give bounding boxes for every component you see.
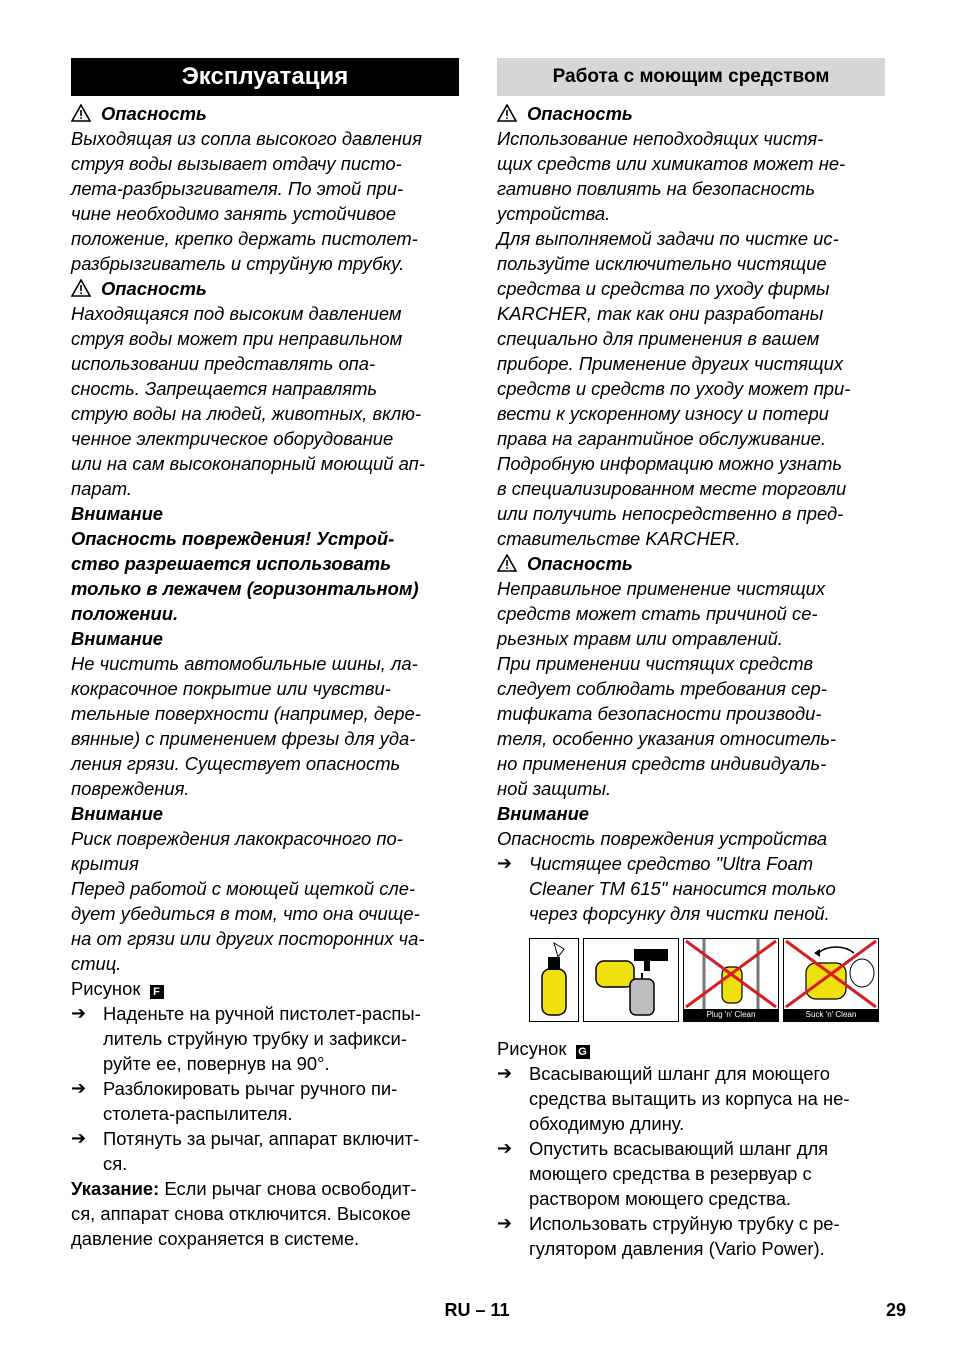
instruction-item bbox=[497, 1211, 885, 1236]
instruction-text: моющего средства в резервуар с bbox=[529, 1163, 812, 1184]
attention-text bbox=[71, 826, 459, 976]
text-line: права на гарантийное обслуживание. bbox=[497, 428, 827, 449]
arrow-right-icon: ➔ bbox=[71, 1128, 87, 1148]
instruction-item bbox=[71, 1076, 459, 1101]
text-line: Опасность повреждения! Устрой- bbox=[71, 528, 395, 549]
instruction-list bbox=[497, 1061, 885, 1261]
instruction-text: Опустить всасывающий шланг для bbox=[529, 1138, 829, 1159]
text-line: или получить непосредственно в пред- bbox=[497, 503, 844, 524]
danger-text bbox=[71, 126, 459, 276]
text-line: ставительстве KARCHER. bbox=[497, 528, 741, 549]
danger-heading: Опасность bbox=[497, 101, 885, 126]
note-text bbox=[71, 1201, 459, 1251]
attention-text bbox=[71, 526, 459, 626]
text-line: ся, аппарат снова отключится. Высокое bbox=[71, 1203, 411, 1224]
danger-text bbox=[497, 576, 885, 801]
attention-heading: Внимание bbox=[71, 628, 164, 649]
text-line: положении. bbox=[71, 603, 179, 624]
instruction-text: Разблокировать рычаг ручного пи- bbox=[103, 1078, 398, 1099]
instruction-item bbox=[71, 1001, 459, 1026]
text-line: средств может стать причиной се- bbox=[497, 603, 818, 624]
text-line: чине необходимо занять устойчивое bbox=[71, 203, 397, 224]
text-line: Риск повреждения лакокрасочного по- bbox=[71, 828, 403, 849]
text-line: Перед работой с моющей щеткой сле- bbox=[71, 878, 416, 899]
instruction-text: обходимую длину. bbox=[529, 1113, 685, 1134]
instruction-text: Наденьте на ручной пистолет-распы- bbox=[103, 1003, 421, 1024]
suck-n-clean-label: Suck 'n' Clean bbox=[784, 1009, 878, 1021]
arrow-right-icon: ➔ bbox=[71, 1003, 87, 1023]
instruction-text: Всасывающий шланг для моющего bbox=[529, 1063, 831, 1084]
page-number: 29 bbox=[885, 1300, 906, 1320]
pictogram-bottle bbox=[529, 938, 579, 1022]
text-line: вести к ускоренному износу и потери bbox=[497, 403, 829, 424]
attention-heading: Внимание bbox=[71, 803, 164, 824]
text-line: использовании представлять опа- bbox=[71, 353, 376, 374]
section-title-detergent: Работа с моющим средством bbox=[497, 58, 885, 96]
text-line: рьезных травм или отравлений. bbox=[497, 628, 783, 649]
instruction-item bbox=[497, 1061, 885, 1086]
instruction-text: средства вытащить из корпуса на не- bbox=[529, 1088, 850, 1109]
pictogram-plug-n-clean bbox=[683, 938, 779, 1022]
text-line: струю воды на людей, животных, вклю- bbox=[71, 403, 422, 424]
text-line: Не чистить автомобильные шины, ла- bbox=[71, 653, 418, 674]
warning-triangle-icon bbox=[497, 554, 517, 572]
text-line: давление сохраняется в системе. bbox=[71, 1228, 360, 1249]
instruction-text: гулятором давления (Vario Power). bbox=[529, 1238, 825, 1259]
text-line: ство разрешается использовать bbox=[71, 553, 391, 574]
text-line: ной защиты. bbox=[497, 778, 612, 799]
danger-text bbox=[497, 126, 885, 551]
instruction-item-cont bbox=[71, 1101, 459, 1126]
instruction-item-cont bbox=[497, 1161, 885, 1186]
text-line: лета-разбрызгивателя. По этой при- bbox=[71, 178, 404, 199]
detergent-bottle-icon bbox=[530, 939, 578, 1021]
danger-heading: Опасность bbox=[497, 551, 885, 576]
text-line: сность. Запрещается направлять bbox=[71, 378, 378, 399]
text-line: устройства. bbox=[497, 203, 611, 224]
text-line: KARCHER, так как они разработаны bbox=[497, 303, 824, 324]
text-line: струя воды может при неправильном bbox=[71, 328, 403, 349]
pictogram-nozzle bbox=[583, 938, 679, 1022]
attention-text bbox=[71, 651, 459, 801]
text-line: вянные) с применением фрезы для уда- bbox=[71, 728, 416, 749]
figure-tag: F bbox=[150, 985, 164, 999]
text-line: в специализированном месте торговли bbox=[497, 478, 847, 499]
warning-triangle-icon bbox=[71, 104, 91, 122]
text-line: крытия bbox=[71, 853, 139, 874]
text-line: щих средств или химикатов может не- bbox=[497, 153, 846, 174]
text-line: тельные поверхности (например, дере- bbox=[71, 703, 421, 724]
instruction-list bbox=[71, 1001, 459, 1176]
instruction-item-cont bbox=[497, 1111, 885, 1136]
text-line: следует соблюдать требования сер- bbox=[497, 678, 827, 699]
arrow-right-icon: ➔ bbox=[497, 1138, 513, 1158]
instruction-text: раствором моющего средства. bbox=[529, 1188, 792, 1209]
text-line: кокрасочное покрытие или чувстви- bbox=[71, 678, 391, 699]
text-line: или на сам высоконапорный моющий ап- bbox=[71, 453, 425, 474]
instruction-item bbox=[497, 1136, 885, 1161]
attention-bullet-cont: через форсунку для чистки пеной. bbox=[529, 903, 830, 924]
text-line: пользуйте исключительно чистящие bbox=[497, 253, 827, 274]
section-title-operation: Эксплуатация bbox=[71, 58, 459, 96]
text-line: струя воды вызывает отдачу писто- bbox=[71, 153, 402, 174]
figure-tag: G bbox=[576, 1045, 590, 1059]
pictogram-suck-n-clean bbox=[783, 938, 879, 1022]
attention-bullet: ➔ Чистящее средство "Ultra Foam bbox=[497, 853, 814, 874]
text-line: дует убедиться в том, что она очище- bbox=[71, 903, 420, 924]
instruction-text: литель струйную трубку и зафикси- bbox=[103, 1028, 407, 1049]
text-line: ченное электрическое оборудование bbox=[71, 428, 394, 449]
instruction-item-cont bbox=[71, 1026, 459, 1051]
note: Указание: Если рычаг снова освободит- bbox=[71, 1178, 417, 1199]
warning-triangle-icon bbox=[497, 104, 517, 122]
text-line: ления грязи. Существует опасность bbox=[71, 753, 401, 774]
text-line: специально для применения в вашем bbox=[497, 328, 820, 349]
text-line: положение, крепко держать пистолет- bbox=[71, 228, 418, 249]
instruction-text: Потянуть за рычаг, аппарат включит- bbox=[103, 1128, 420, 1149]
attention-heading: Внимание bbox=[497, 803, 590, 824]
left-column bbox=[71, 58, 459, 1251]
right-column bbox=[497, 58, 885, 1261]
instruction-item-cont bbox=[71, 1151, 459, 1176]
text-line: Использование неподходящих чистя- bbox=[497, 128, 824, 149]
text-line: но применения средств индивидуаль- bbox=[497, 753, 827, 774]
attention-bullet-cont: Cleaner TM 615" наносится только bbox=[529, 878, 836, 899]
arrow-right-icon: ➔ bbox=[497, 1213, 513, 1233]
figure-reference: Рисунок G bbox=[497, 1036, 885, 1061]
text-line: приборе. Применение других чистящих bbox=[497, 353, 844, 374]
text-line: Неправильное применение чистящих bbox=[497, 578, 826, 599]
plug-n-clean-label: Plug 'n' Clean bbox=[684, 1009, 778, 1021]
instruction-item-cont bbox=[497, 1236, 885, 1261]
text-line: парат. bbox=[71, 478, 133, 499]
figure-reference: Рисунок F bbox=[71, 976, 459, 1001]
warning-triangle-icon bbox=[71, 279, 91, 297]
text-line: средства и средства по уходу фирмы bbox=[497, 278, 830, 299]
arrow-right-icon: ➔ bbox=[71, 1078, 87, 1098]
instruction-text: Использовать струйную трубку с ре- bbox=[529, 1213, 840, 1234]
footer-section-label: RU – 11 bbox=[444, 1300, 510, 1320]
text-line: разбрызгиватель и струйную трубку. bbox=[71, 253, 405, 274]
arrow-right-icon: ➔ bbox=[497, 1063, 513, 1083]
instruction-item-cont bbox=[71, 1051, 459, 1076]
instruction-item-cont bbox=[497, 1086, 885, 1111]
attention-heading: Внимание bbox=[71, 503, 164, 524]
instruction-text: столета-распылителя. bbox=[103, 1103, 293, 1124]
text-line: Опасность повреждения устройства bbox=[497, 828, 828, 849]
text-line: гативно повлиять на безопасность bbox=[497, 178, 816, 199]
text-line: Подробную информацию можно узнать bbox=[497, 453, 843, 474]
instruction-item-cont bbox=[497, 1186, 885, 1211]
text-line: стиц. bbox=[71, 953, 122, 974]
arrow-right-icon: ➔ bbox=[497, 853, 513, 873]
text-line: теля, особенно указания относитель- bbox=[497, 728, 837, 749]
danger-heading: Опасность bbox=[71, 276, 459, 301]
text-line: на от грязи или других посторонних ча- bbox=[71, 928, 425, 949]
instruction-text: руйте ее, повернув на 90°. bbox=[103, 1053, 330, 1074]
foam-nozzle-icon bbox=[584, 939, 678, 1021]
danger-text bbox=[71, 301, 459, 501]
text-line: Находящаяся под высоким давлением bbox=[71, 303, 402, 324]
text-line: Выходящая из сопла высокого давления bbox=[71, 128, 422, 149]
text-line: средств и средств по уходу может при- bbox=[497, 378, 851, 399]
danger-heading: Опасность bbox=[71, 101, 459, 126]
text-line: Для выполняемой задачи по чистке ис- bbox=[497, 228, 839, 249]
text-line: только в лежачем (горизонтальном) bbox=[71, 578, 419, 599]
detergent-pictograms bbox=[529, 938, 885, 1022]
text-line: повреждения. bbox=[71, 778, 190, 799]
text-line: При применении чистящих средств bbox=[497, 653, 814, 674]
attention-text bbox=[497, 826, 885, 851]
text-line: тификата безопасности производи- bbox=[497, 703, 822, 724]
instruction-text: ся. bbox=[103, 1153, 128, 1174]
instruction-item bbox=[71, 1126, 459, 1151]
